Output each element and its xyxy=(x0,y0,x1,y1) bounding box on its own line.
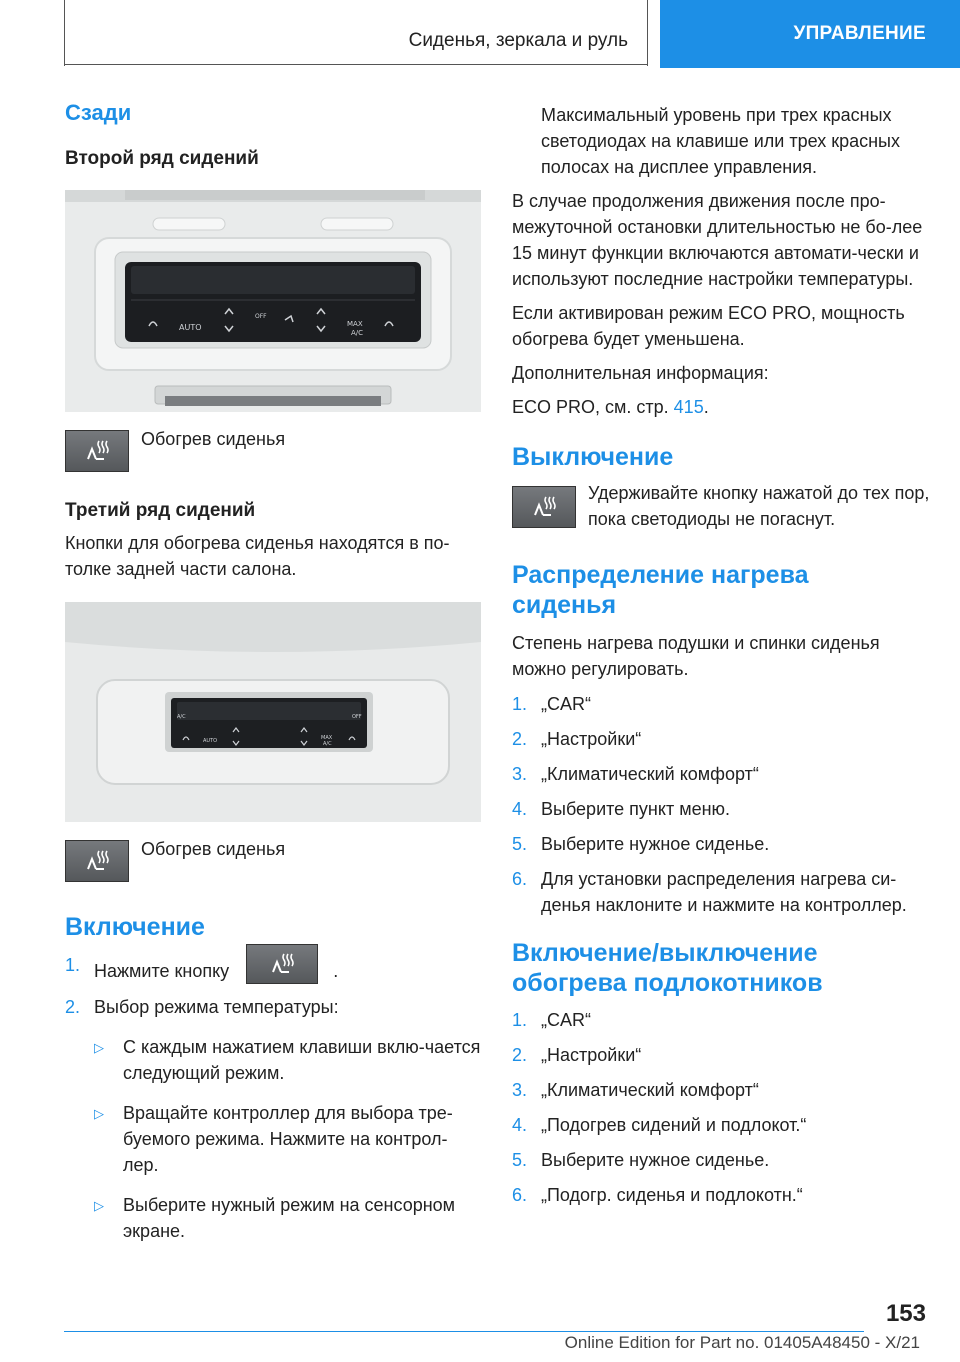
step-number: 1. xyxy=(65,955,81,975)
caption-seat-heating-third: Обогрев сиденья xyxy=(141,839,286,859)
list-item: 5. Выберите нужное сиденье. xyxy=(512,1150,770,1170)
caption-row-off xyxy=(512,483,932,532)
triangle-bullet-icon: ▷ xyxy=(94,1198,104,1213)
distribution-steps xyxy=(512,691,932,918)
caption-row-third xyxy=(65,840,481,882)
text-max-level: Максимальный уровень при трех красных светодиодах на клавише или трех красных полосах на дисплее управления. xyxy=(541,105,900,177)
photo-third-row-ceiling xyxy=(65,602,481,822)
step-number: 2. xyxy=(65,997,81,1017)
caption-seat-heating-second: Обогрев сиденья xyxy=(141,429,286,449)
console-illustration-1 xyxy=(65,190,481,412)
caption-switch-off: Удерживайте кнопку нажатой до тех пор, пока светодиоды не погаснут. xyxy=(588,483,930,529)
photo2-auto-label: AUTO xyxy=(203,738,218,744)
list-item: 1. „CAR“ xyxy=(512,694,591,714)
heading-heat-distribution: Распределение нагрева сиденья xyxy=(512,561,809,619)
photo2-ac2-label: A/C xyxy=(323,741,332,747)
heading-second-row: Второй ряд сидений xyxy=(65,148,259,169)
footer-rule xyxy=(64,1331,864,1332)
seat-heating-key-icon xyxy=(512,486,576,528)
text-eco-pro: Если активирован режим ECO PRO, мощность обогрева будет уменьшена. xyxy=(512,303,905,349)
photo2-off-label: OFF xyxy=(352,714,362,720)
list-item: 4. Выберите пункт меню. xyxy=(512,799,731,819)
heading-rear: Сзади xyxy=(65,100,132,125)
list-item: 6. „Подогр. сиденья и подлокотн.“ xyxy=(512,1185,803,1205)
list-item xyxy=(65,952,481,992)
ref-text: ECO PRO, см. стр. xyxy=(512,397,669,417)
list-item xyxy=(94,1034,481,1086)
console-illustration-2 xyxy=(65,602,481,822)
footer-edition: Online Edition for Part no. 01405A48450 - X/21 xyxy=(564,1333,920,1352)
header-bottom-border xyxy=(64,64,648,65)
heading-third-row: Третий ряд сидений xyxy=(65,500,256,521)
temperature-mode-options xyxy=(94,1034,481,1244)
triangle-bullet-icon: ▷ xyxy=(94,1040,104,1055)
list-item xyxy=(94,1100,481,1178)
switch-on-steps xyxy=(65,952,481,1020)
step-text: Нажмите кнопку xyxy=(94,960,230,981)
step-text-after: . xyxy=(333,960,339,981)
sub-text: С каждым нажатием клавиши вклю-чается следующий режим. xyxy=(123,1037,481,1083)
list-item: 4. „Подогрев сидений и подлокот.“ xyxy=(512,1115,807,1135)
header-left-border xyxy=(64,0,65,66)
caption-row-second xyxy=(65,430,481,472)
left-column xyxy=(65,100,481,1244)
list-item: 1. „CAR“ xyxy=(512,1010,591,1030)
text-third-row: Кнопки для обогрева сиденья находятся в по-толке задней части салона. xyxy=(65,533,450,579)
page-number: 153 xyxy=(885,1300,926,1327)
heading-switch-off: Выключение xyxy=(512,443,674,471)
photo2-max-label: MAX xyxy=(321,735,333,741)
photo1-auto-label: AUTO xyxy=(179,323,202,332)
list-item xyxy=(65,994,481,1020)
list-item: 3. „Климатический комфорт“ xyxy=(512,1080,759,1100)
list-item: 6. Для установки распределения нагрева си-денья наклоните и нажмите на контроллер. xyxy=(512,869,907,915)
step-text: Выбор режима температуры: xyxy=(94,997,339,1017)
header-section-title: Сиденья, зеркала и руль xyxy=(408,30,628,51)
header-right-border xyxy=(647,0,648,66)
photo1-max-label: MAX xyxy=(347,320,363,328)
list-item: 2. „Настройки“ xyxy=(512,729,642,749)
photo1-ac-label: A/C xyxy=(351,329,364,337)
photo1-off-label: OFF xyxy=(255,313,267,320)
sub-text: Вращайте контроллер для выбора тре-буемого режима. Нажмите на контрол-лер. xyxy=(123,1103,453,1175)
text-more-info: Дополнительная информация: xyxy=(512,363,769,383)
sub-text: Выберите нужный режим на сенсорном экране. xyxy=(123,1195,456,1241)
seat-heating-button-icon xyxy=(246,944,318,984)
seat-heating-key-icon xyxy=(65,840,129,882)
header-chapter-tab[interactable]: УПРАВЛЕНИЕ xyxy=(660,0,960,68)
page-ref-link[interactable]: 415 xyxy=(673,397,704,417)
text-resume: В случае продолжения движения после про-межуточной остановки длительностью не бо-лее 15 минут функции включаются автомати-чески и используют последние настройки температуры. xyxy=(512,191,923,289)
list-item: 5. Выберите нужное сиденье. xyxy=(512,834,770,854)
photo2-ac-label: A/C xyxy=(177,714,186,720)
armrest-steps xyxy=(512,1007,932,1208)
triangle-bullet-icon: ▷ xyxy=(94,1106,104,1121)
heading-switch-on: Включение xyxy=(65,913,205,941)
text-heat-distribution: Степень нагрева подушки и спинки сиденья можно регулировать. xyxy=(512,633,880,679)
seat-heating-key-icon xyxy=(65,430,129,472)
list-item: 3. „Климатический комфорт“ xyxy=(512,764,759,784)
right-column xyxy=(512,100,932,1208)
text-eco-pro-ref: ECO PRO, см. стр. 415. xyxy=(512,397,709,417)
photo-second-row-console xyxy=(65,190,481,412)
list-item: 2. „Настройки“ xyxy=(512,1045,642,1065)
list-item xyxy=(94,1192,481,1244)
heading-armrest-heating: Включение/выключение обогрева подлокотников xyxy=(512,939,823,997)
